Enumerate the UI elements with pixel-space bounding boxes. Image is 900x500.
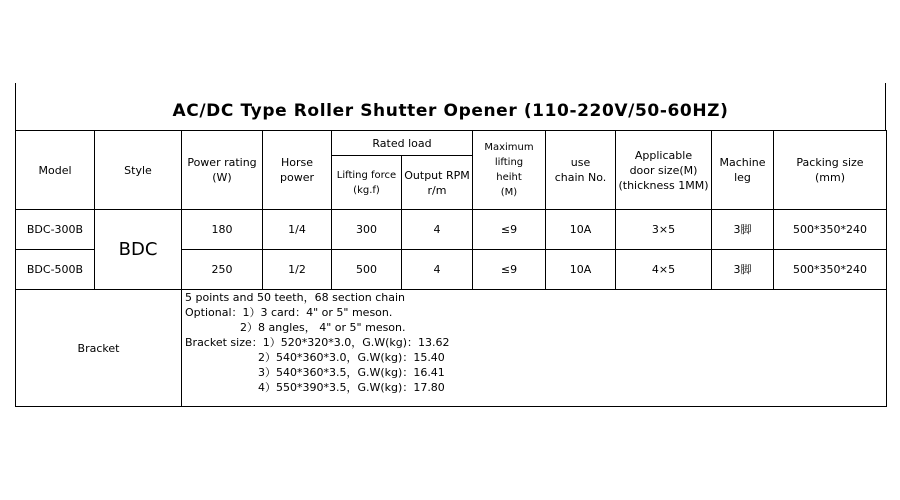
header-max-lifting — [473, 131, 546, 210]
header-machine-leg: Machine leg — [712, 131, 774, 210]
header-output-rpm — [402, 156, 473, 210]
header-lifting-force — [332, 156, 402, 210]
use-chain-line1: use — [570, 156, 591, 169]
header-horse-power: Horse power — [263, 131, 332, 210]
spec-table — [15, 130, 887, 407]
bracket-line: 2）8 angles， 4" or 5" meson. — [240, 321, 406, 334]
max-lifting-unit: (M) — [500, 187, 518, 198]
lifting-force-unit: (kg.f) — [353, 184, 380, 196]
cell-lifting: 500 — [332, 250, 402, 290]
bracket-row — [16, 290, 887, 407]
output-rpm-unit: r/m — [427, 183, 447, 197]
header-row-1 — [16, 131, 887, 156]
door-size-line2: door size(M) — [629, 163, 698, 177]
lifting-force-label: Lifting force — [336, 169, 397, 181]
header-style: Style — [95, 131, 182, 210]
bracket-details — [182, 290, 887, 407]
cell-chain: 10A — [546, 210, 616, 250]
cell-height: ≤9 — [473, 250, 546, 290]
header-rated-load: Rated load — [332, 131, 473, 156]
header-model: Model — [16, 131, 95, 210]
cell-style: BDC — [95, 210, 182, 290]
cell-leg: 3脚 — [712, 250, 774, 290]
cell-packing: 500*350*240 — [774, 210, 887, 250]
cell-height: ≤9 — [473, 210, 546, 250]
cell-power: 180 — [182, 210, 263, 250]
cell-packing: 500*350*240 — [774, 250, 887, 290]
header-door-size — [616, 131, 712, 210]
bracket-line: Optional：1）3 card：4" or 5" meson. — [185, 306, 393, 319]
table-row — [16, 210, 887, 250]
max-lifting-line1: Maximum — [484, 142, 534, 153]
spec-sheet — [15, 83, 886, 409]
cell-door: 4×5 — [616, 250, 712, 290]
bracket-label: Bracket — [16, 290, 182, 407]
bracket-line: 4）550*390*3.5，G.W(kg)：17.80 — [258, 381, 445, 394]
packing-size-label: Packing size — [796, 156, 864, 169]
power-rating-label: Power rating — [187, 156, 257, 169]
max-lifting-line3: heiht — [496, 172, 522, 183]
page-title: AC/DC Type Roller Shutter Opener (110-220V/50-60HZ) — [172, 100, 729, 121]
use-chain-line2: chain No. — [554, 171, 607, 184]
header-power-rating — [182, 131, 263, 210]
cell-rpm: 4 — [402, 210, 473, 250]
cell-leg: 3脚 — [712, 210, 774, 250]
cell-chain: 10A — [546, 250, 616, 290]
header-packing-size — [774, 131, 887, 210]
bracket-line: Bracket size：1）520*320*3.0，G.W(kg)：13.62 — [185, 336, 450, 349]
cell-hp: 1/4 — [263, 210, 332, 250]
door-size-line1: Applicable — [634, 148, 693, 162]
cell-lifting: 300 — [332, 210, 402, 250]
power-rating-unit: (W) — [212, 171, 232, 184]
title-band — [15, 83, 886, 130]
cell-model: BDC-300B — [16, 210, 95, 250]
output-rpm-label: Output RPM — [404, 168, 470, 182]
cell-model: BDC-500B — [16, 250, 95, 290]
bracket-line: 5 points and 50 teeth，68 section chain — [185, 291, 405, 304]
cell-rpm: 4 — [402, 250, 473, 290]
cell-power: 250 — [182, 250, 263, 290]
header-use-chain — [546, 131, 616, 210]
bracket-line: 2）540*360*3.0，G.W(kg)：15.40 — [258, 351, 445, 364]
packing-size-unit: (mm) — [814, 171, 845, 184]
bracket-line: 3）540*360*3.5，G.W(kg)：16.41 — [258, 366, 445, 379]
door-size-line3: (thickness 1MM) — [618, 178, 709, 192]
cell-hp: 1/2 — [263, 250, 332, 290]
cell-door: 3×5 — [616, 210, 712, 250]
max-lifting-line2: lifting — [494, 157, 524, 168]
